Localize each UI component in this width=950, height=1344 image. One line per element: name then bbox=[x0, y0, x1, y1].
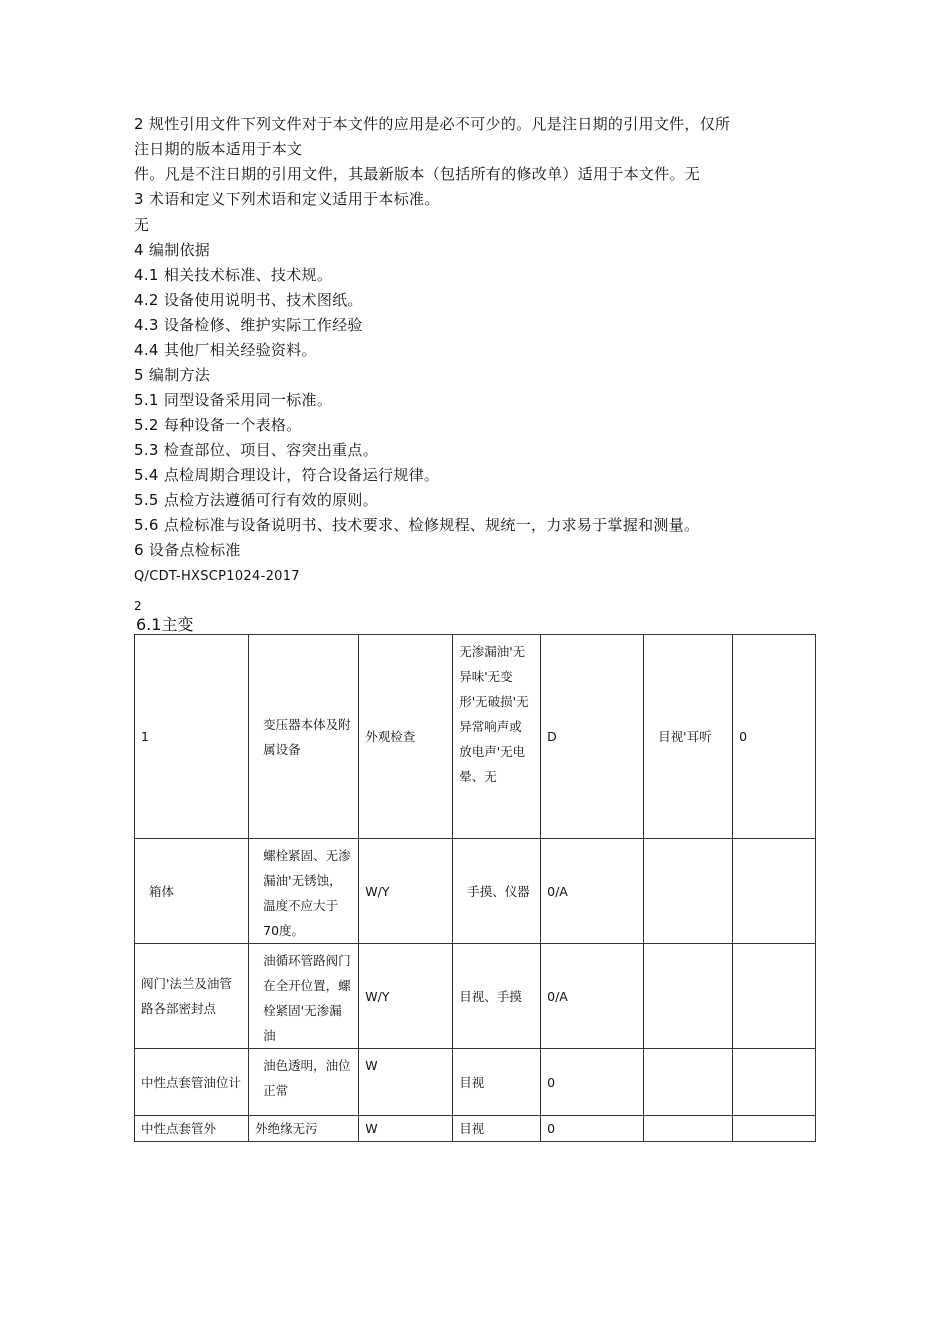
table-row bbox=[135, 635, 816, 839]
table-cell: 无渗漏油'无异味'无变形'无破损'无异常响声或放电声'无电晕、无 bbox=[453, 635, 541, 839]
table-cell: 中性点套管外 bbox=[135, 1116, 249, 1142]
table-row bbox=[135, 1116, 816, 1142]
text-line: 无 bbox=[134, 216, 150, 234]
text-line: 4.1 相关技术标准、技术规。 bbox=[134, 266, 333, 284]
table-cell bbox=[733, 1116, 816, 1142]
table-cell: 外绝缘无污 bbox=[249, 1116, 359, 1142]
text-line: 4.2 设备使用说明书、技术图纸。 bbox=[134, 291, 363, 309]
table-cell bbox=[644, 944, 733, 1049]
table-cell bbox=[733, 944, 816, 1049]
table-cell bbox=[733, 1049, 816, 1116]
table-cell bbox=[733, 839, 816, 944]
table-cell bbox=[249, 944, 359, 1049]
page-number: 2 bbox=[134, 599, 142, 613]
text-line: 注日期的版本适用于本文 bbox=[134, 140, 303, 158]
text-line: 5.6 点检标准与设备说明书、技术要求、检修规程、规统一，力求易于掌握和测量。 bbox=[134, 516, 700, 534]
table-cell: 中性点套管油位计 bbox=[135, 1049, 249, 1116]
text-line: 5 编制方法 bbox=[134, 366, 211, 384]
text-line: 5.5 点检方法遵循可行有效的原则。 bbox=[134, 491, 379, 509]
text-line: 6 设备点检标准 bbox=[134, 541, 241, 559]
table-cell: W bbox=[359, 1116, 453, 1142]
table-cell bbox=[644, 635, 733, 839]
text-line: 5.2 每种设备一个表格。 bbox=[134, 416, 302, 434]
table-cell: W/Y bbox=[359, 944, 453, 1049]
text-line: 5.3 检查部位、项目、容突出重点。 bbox=[134, 441, 379, 459]
table-cell bbox=[644, 1049, 733, 1116]
table-cell: W bbox=[359, 1049, 453, 1116]
table-cell bbox=[249, 635, 359, 839]
table-cell bbox=[249, 1049, 359, 1116]
table-cell bbox=[644, 1116, 733, 1142]
table-cell: D bbox=[541, 635, 644, 839]
table-cell: W/Y bbox=[359, 839, 453, 944]
table-cell: 0 bbox=[541, 1116, 644, 1142]
cell-text: 手摸、仪器 bbox=[467, 883, 530, 899]
table-cell bbox=[135, 839, 249, 944]
inspection-standard-table bbox=[134, 634, 816, 1142]
text-line: 2 规性引用文件下列文件对于本文件的应用是必不可少的。凡是注日期的引用文件，仅所 bbox=[134, 115, 731, 133]
document-code: Q/CDT-HXSCP1024-2017 bbox=[134, 569, 300, 584]
text-line: 5.1 同型设备采用同一标准。 bbox=[134, 391, 333, 409]
table-cell: 1 bbox=[135, 635, 249, 839]
table-cell: 0 bbox=[733, 635, 816, 839]
table-cell bbox=[249, 839, 359, 944]
cell-text: 油循环管路阀门在全开位置，螺栓紧固'无渗漏油 bbox=[263, 953, 351, 1043]
text-line: 4.4 其他厂相关经验资料。 bbox=[134, 341, 317, 359]
table-cell: 0 bbox=[541, 1049, 644, 1116]
table-cell: 目视 bbox=[453, 1049, 541, 1116]
cell-text: 油色透明，油位正常 bbox=[263, 1058, 351, 1098]
text-line: 件。凡是不注日期的引用文件，其最新版本（包括所有的修改单）适用于本文件。无 bbox=[134, 165, 701, 183]
table-cell bbox=[644, 839, 733, 944]
table-row bbox=[135, 1049, 816, 1116]
text-line: 4.3 设备检修、维护实际工作经验 bbox=[134, 316, 363, 334]
text-line: 4 编制依据 bbox=[134, 241, 211, 259]
table-row bbox=[135, 839, 816, 944]
table-cell bbox=[453, 839, 541, 944]
cell-text: 螺栓紧固、无渗漏油'无锈蚀，温度不应大于70度。 bbox=[263, 848, 351, 938]
table-cell: 目视 bbox=[453, 1116, 541, 1142]
cell-text: 箱体 bbox=[149, 883, 175, 899]
table-cell: 阀门'法兰及油管路各部密封点 bbox=[135, 944, 249, 1049]
cell-text: 变压器本体及附属设备 bbox=[263, 716, 351, 757]
cell-text: 目视'耳听 bbox=[658, 729, 712, 744]
table-cell: 0/A bbox=[541, 839, 644, 944]
table-cell: 0/A bbox=[541, 944, 644, 1049]
table-cell: 外观检查 bbox=[359, 635, 453, 839]
table-cell: 目视、手摸 bbox=[453, 944, 541, 1049]
text-line: 3 术语和定义下列术语和定义适用于本标准。 bbox=[134, 190, 440, 208]
text-line: 5.4 点检周期合理设计，符合设备运行规律。 bbox=[134, 466, 440, 484]
table-caption: 6.1主变 bbox=[136, 615, 194, 634]
table-row bbox=[135, 944, 816, 1049]
